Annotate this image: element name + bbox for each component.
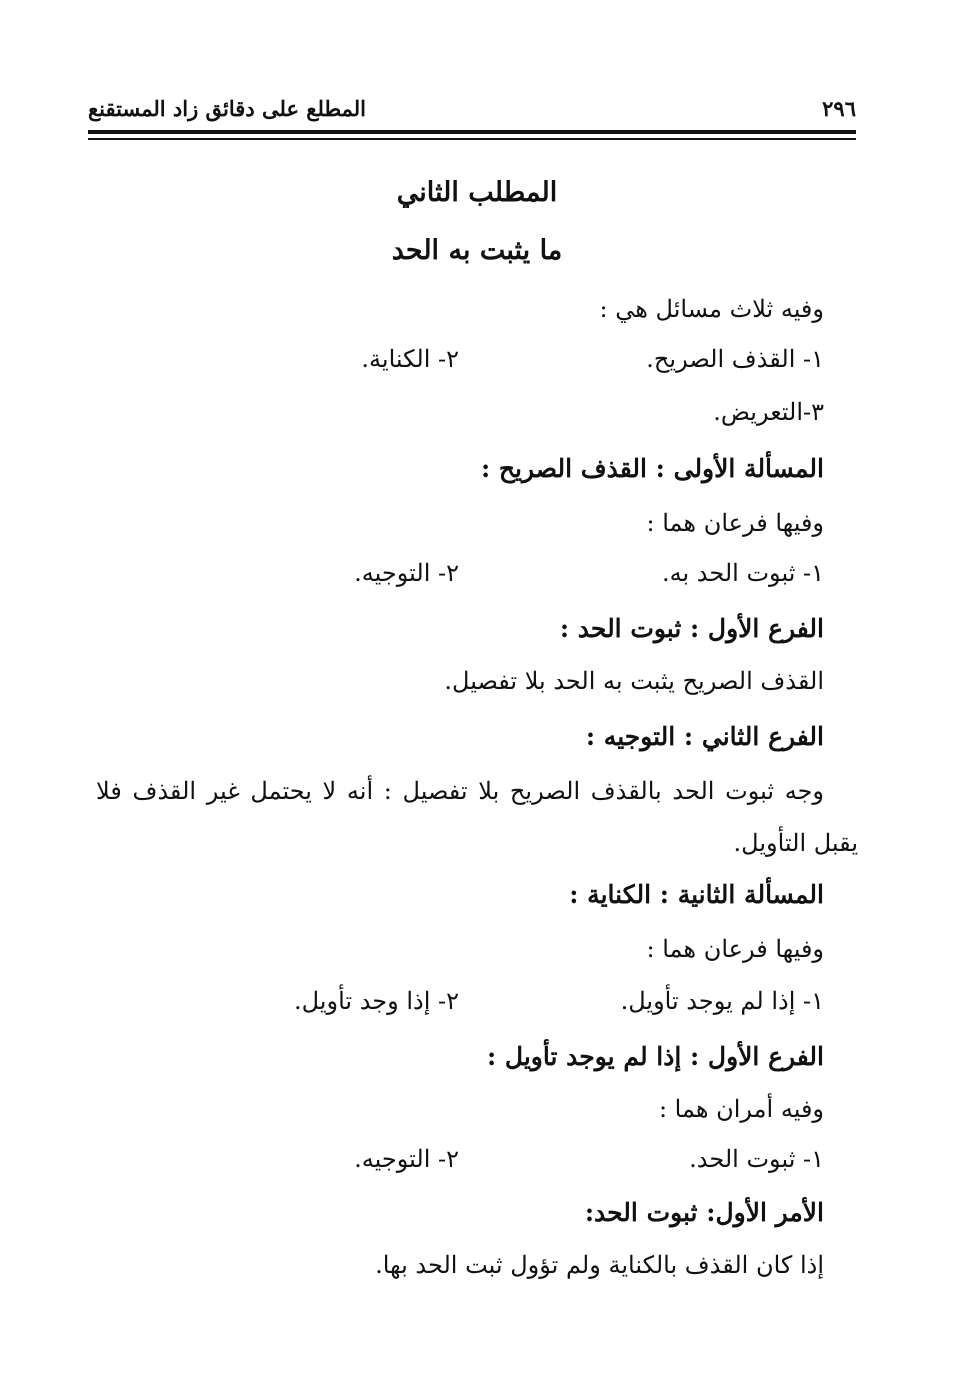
question-heading: المسألة الأولى : القذف الصريح : (480, 454, 824, 483)
running-title: المطلع على دقائق زاد المستقنع (88, 96, 367, 121)
page-number: ٢٩٦ (822, 96, 856, 121)
section-subtitle: ما يثبت به الحد (391, 235, 563, 266)
paragraph: وفيها فرعان هما : (646, 509, 824, 537)
list-item: ٢- الكناية. (361, 345, 459, 373)
header-rule-thin (88, 138, 856, 140)
paragraph: يقبل التأويل. (733, 829, 858, 857)
branch-heading: الفرع الأول : ثبوت الحد : (559, 614, 824, 643)
branch-heading: الفرع الأول : إذا لم يوجد تأويل : (486, 1042, 824, 1071)
paragraph: إذا كان القذف بالكناية ولم تؤول ثبت الحد بها. (375, 1251, 824, 1279)
matter-heading: الأمر الأول: ثبوت الحد: (584, 1198, 824, 1227)
list-item: ٢- إذا وجد تأويل. (294, 987, 459, 1015)
question-heading: المسألة الثانية : الكناية : (569, 880, 824, 909)
paragraph: وفيه أمران هما : (658, 1095, 824, 1123)
paragraph: وجه ثبوت الحد بالقذف الصريح بلا تفصيل : أنه لا يحتمل غير القذف فلا (96, 777, 824, 805)
paragraph: القذف الصريح يثبت به الحد بلا تفصيل. (444, 667, 824, 695)
list-item: ١- ثبوت الحد. (689, 1145, 824, 1173)
list-item: ١- ثبوت الحد به. (661, 559, 824, 587)
list-item: ٢- التوجيه. (354, 1145, 459, 1173)
list-item: ١- إذا لم يوجد تأويل. (620, 987, 824, 1015)
branch-heading: الفرع الثاني : التوجيه : (585, 722, 824, 751)
section-title: المطلب الثاني (396, 177, 558, 208)
list-item: ٢- التوجيه. (354, 559, 459, 587)
intro-text: وفيه ثلاث مسائل هي : (599, 295, 824, 323)
page-header (88, 96, 856, 126)
header-rule-thick (88, 130, 856, 134)
list-item: ٣-التعريض. (713, 398, 824, 426)
list-item: ١- القذف الصريح. (646, 345, 824, 373)
paragraph: وفيها فرعان هما : (646, 935, 824, 963)
